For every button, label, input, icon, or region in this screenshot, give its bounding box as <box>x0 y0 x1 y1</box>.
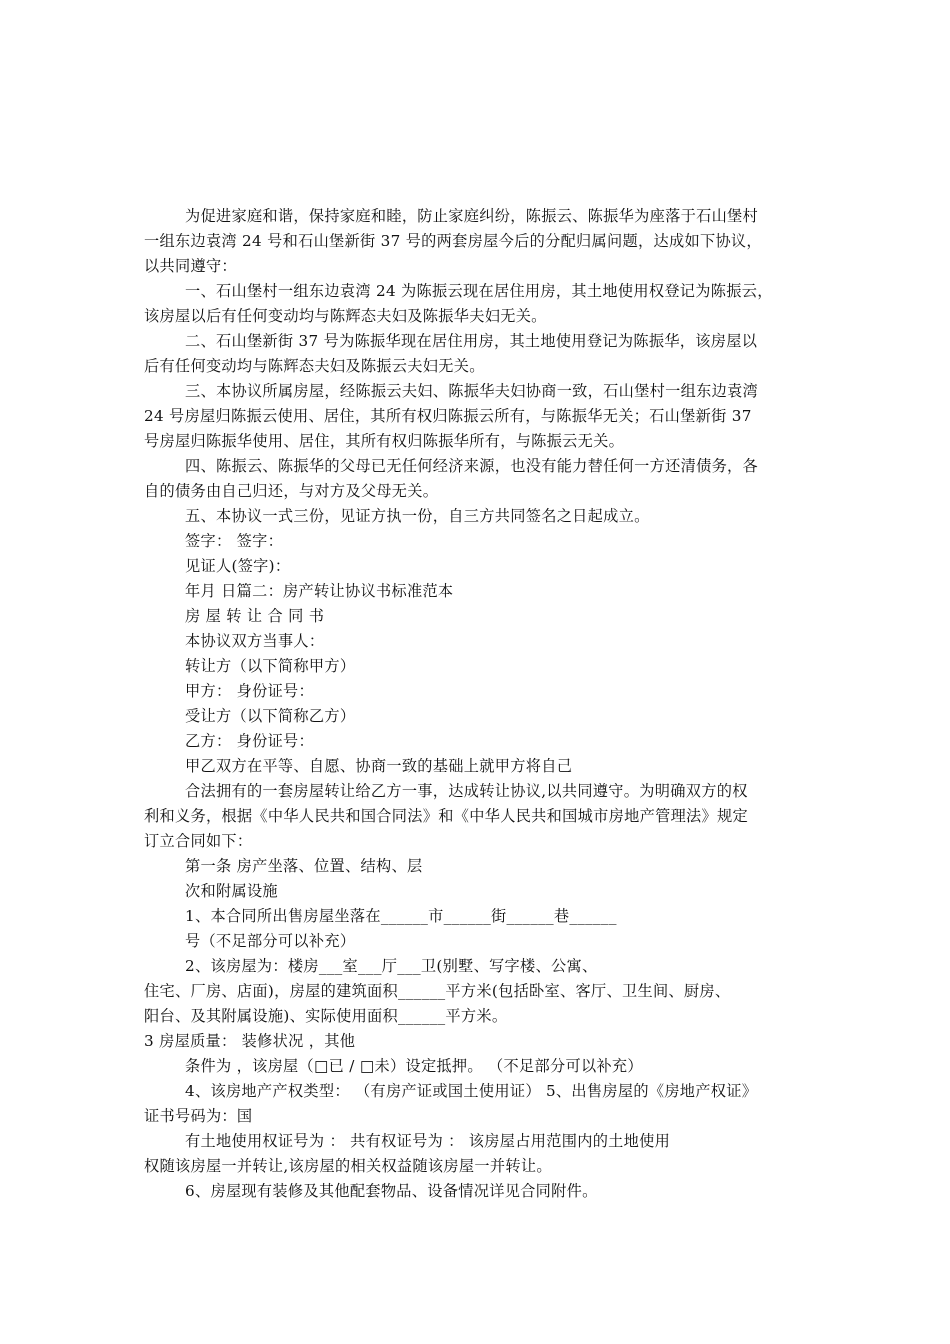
paragraph-line: 号房屋归陈振华使用、居住，其所有权归陈振华所有，与陈振云无关。 <box>144 432 625 450</box>
paragraph-line: 五、本协议一式三份，见证方执一份，自三方共同签名之日起成立。 <box>185 507 650 525</box>
paragraph-line: 有土地使用权证号为 ： 共有权证号为 ： 该房屋占用范围内的土地使用 <box>185 1132 671 1150</box>
paragraph-line: 利和义务，根据《中华人民共和国合同法》和《中华人民共和国城市房地产管理法》规定 <box>144 807 749 825</box>
paragraph-line: 该房屋以后有任何变动均与陈辉态夫妇及陈振华夫妇无关。 <box>144 307 547 325</box>
paragraph-line: 权随该房屋一并转让,该房屋的相关权益随该房屋一并转让。 <box>144 1157 552 1175</box>
article-heading: 第一条 房产坐落、位置、结构、层 <box>185 857 423 875</box>
paragraph-line: 证书号码为：国 <box>144 1107 253 1125</box>
paragraph-line: 后有任何变动均与陈辉态夫妇及陈振云夫妇无关。 <box>144 357 485 375</box>
paragraph-line: 甲乙双方在平等、自愿、协商一致的基础上就甲方将自己 <box>185 757 573 775</box>
paragraph-line: 6、房屋现有装修及其他配套物品、设备情况详见合同附件。 <box>185 1182 598 1200</box>
paragraph-line: 自的债务由自己归还，与对方及父母无关。 <box>144 482 439 500</box>
paragraph-line: 一、石山堡村一组东边袁湾 24 为陈振云现在居住用房，其土地使用权登记为陈振云， <box>185 282 773 300</box>
paragraph-line: 订立合同如下： <box>144 832 253 850</box>
paragraph-line: 三、本协议所属房屋，经陈振云夫妇、陈振华夫妇协商一致，石山堡村一组东边袁湾 <box>185 382 759 400</box>
paragraph-line: 本协议双方当事人： <box>185 632 325 650</box>
date-line: 年月 日篇二：房产转让协议书标准范本 <box>185 582 454 600</box>
paragraph-line: 乙方： 身份证号： <box>185 732 315 750</box>
paragraph-line: 号（不足部分可以补充） <box>185 932 356 950</box>
paragraph-line: 次和附属设施 <box>185 882 278 900</box>
paragraph-line: 阳台、及其附属设施)、实际使用面积______平方米。 <box>144 1007 508 1025</box>
paragraph-line: 合法拥有的一套房屋转让给乙方一事，达成转让协议,以共同遵守。为明确双方的权 <box>185 782 748 800</box>
signature-line: 签字： 签字： <box>185 532 284 550</box>
paragraph-line: 四、陈振云、陈振华的父母已无任何经济来源，也没有能力替任何一方还清债务，各 <box>185 457 759 475</box>
paragraph-line: 1、本合同所出售房屋坐落在______市______街______巷______ <box>185 907 617 925</box>
paragraph-line: 条件为 ，该房屋（□已 / □未）设定抵押。 （不足部分可以补充） <box>185 1057 643 1075</box>
witness-line: 见证人(签字)： <box>185 557 291 575</box>
paragraph-line: 甲方： 身份证号： <box>185 682 315 700</box>
paragraph-line: 4、该房地产产权类型： （有房产证或国土使用证） 5、出售房屋的《房地产权证》 <box>185 1082 758 1100</box>
paragraph-line: 二、石山堡新街 37 号为陈振华现在居住用房，其土地使用登记为陈振华，该房屋以 <box>185 332 758 350</box>
paragraph-line: 受让方（以下简称乙方） <box>185 707 356 725</box>
contract-title: 房 屋 转 让 合 同 书 <box>185 607 325 625</box>
paragraph-line: 24 号房屋归陈振云使用、居住，其所有权归陈振云所有，与陈振华无关；石山堡新街 37 <box>144 407 752 425</box>
paragraph-line: 转让方（以下简称甲方） <box>185 657 356 675</box>
paragraph-line: 以共同遵守： <box>144 257 237 275</box>
paragraph-line: 2、该房屋为：楼房___室___厅___卫(别墅、写字楼、公寓、 <box>185 957 598 975</box>
paragraph-line: 为促进家庭和谐，保持家庭和睦，防止家庭纠纷，陈振云、陈振华为座落于石山堡村 <box>185 207 759 225</box>
paragraph-line: 住宅、厂房、店面)，房屋的建筑面积______平方米(包括卧室、客厅、卫生间、厨房、 <box>144 982 731 1000</box>
paragraph-line: 一组东边袁湾 24 号和石山堡新街 37 号的两套房屋今后的分配归属问题，达成如下协议， <box>144 232 762 250</box>
paragraph-line: 3 房屋质量： 装修状况 ，其他 <box>144 1032 356 1050</box>
